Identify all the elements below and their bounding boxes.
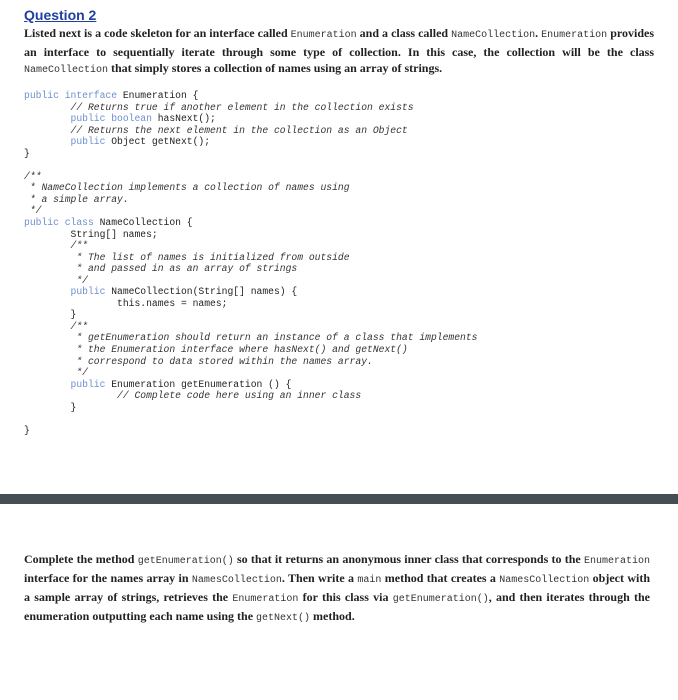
code-line xyxy=(24,136,654,148)
code-comment: */ xyxy=(70,367,88,379)
task-text: for this class via xyxy=(298,590,393,604)
code-line xyxy=(24,309,654,321)
code-line xyxy=(24,275,654,287)
task-paragraph xyxy=(24,551,650,627)
inline-code: getNext() xyxy=(256,613,311,624)
code-line xyxy=(24,263,654,275)
code-text: NameCollection { xyxy=(93,217,193,229)
inline-code: NamesCollection xyxy=(499,575,590,586)
code-text: } xyxy=(24,424,30,436)
code-line xyxy=(24,194,654,206)
code-line xyxy=(24,125,654,137)
task-text: . Then write a xyxy=(281,571,358,585)
code-comment: * the Enumeration interface where hasNext() and getNext() xyxy=(70,344,408,356)
code-line xyxy=(24,344,654,356)
code-text: Enumeration getEnumeration () { xyxy=(105,378,292,390)
code-line xyxy=(24,298,654,310)
intro-paragraph xyxy=(24,25,654,79)
code-line xyxy=(24,102,654,114)
code-comment: */ xyxy=(24,205,42,217)
question-title: Question 2 xyxy=(24,7,97,23)
code-line xyxy=(24,379,654,391)
code-comment: /** xyxy=(24,170,42,182)
inline-code: main xyxy=(357,575,382,586)
code-text: String[] names; xyxy=(70,228,158,240)
code-line xyxy=(24,390,654,402)
code-text: } xyxy=(24,147,30,159)
code-comment: * getEnumeration should return an instance of a class that implements xyxy=(70,332,478,344)
code-line xyxy=(24,171,654,183)
inline-code: getEnumeration() xyxy=(392,594,489,605)
code-line xyxy=(24,402,654,414)
task-text: method. xyxy=(310,609,355,623)
code-text: Object getNext(); xyxy=(105,136,211,148)
code-comment: * The list of names is initialized from outside xyxy=(70,251,350,263)
inline-code: NamesCollection xyxy=(191,575,282,586)
inline-code: Enumeration xyxy=(541,30,608,41)
code-line xyxy=(24,425,654,437)
task-text: so that it returns an anonymous inner class that corresponds to the xyxy=(233,552,584,566)
code-line xyxy=(24,148,654,160)
code-keyword: public xyxy=(70,286,106,298)
intro-text: that simply stores a collection of names using an array of strings. xyxy=(108,61,443,75)
code-line xyxy=(24,159,654,171)
intro-text: and a class called xyxy=(356,26,452,40)
code-text: } xyxy=(70,309,77,321)
code-line xyxy=(24,182,654,194)
code-line xyxy=(24,113,654,125)
code-keyword: public boolean xyxy=(70,113,152,125)
code-skeleton xyxy=(24,90,654,436)
code-keyword: public class xyxy=(24,217,94,229)
code-comment: // Complete code here using an inner class xyxy=(117,390,362,402)
code-line xyxy=(24,252,654,264)
code-line xyxy=(24,356,654,368)
code-comment: * correspond to data stored within the names array. xyxy=(70,355,373,367)
code-line xyxy=(24,413,654,425)
code-line xyxy=(24,286,654,298)
inline-code: NameCollection xyxy=(451,30,536,41)
code-keyword: public xyxy=(70,136,106,148)
code-comment: // Returns true if another element in the collection exists xyxy=(70,101,414,113)
section-divider xyxy=(0,494,678,504)
code-text: } xyxy=(70,401,77,413)
code-text: this.names = names; xyxy=(117,297,228,309)
code-keyword: public xyxy=(70,378,106,390)
intro-text: . xyxy=(535,26,542,40)
code-keyword: public interface xyxy=(24,90,118,101)
code-comment: * NameCollection implements a collection of names using xyxy=(24,182,350,194)
inline-code: Enumeration xyxy=(584,556,651,567)
code-line xyxy=(24,332,654,344)
code-line xyxy=(24,90,654,102)
code-comment: // Returns the next element in the collection as an Object xyxy=(70,124,408,136)
code-text: hasNext(); xyxy=(151,113,216,125)
code-comment: /** xyxy=(70,240,88,252)
inline-code: Enumeration xyxy=(290,30,357,41)
task-text: Complete the method xyxy=(24,552,138,566)
code-line xyxy=(24,321,654,333)
code-line xyxy=(24,205,654,217)
task-text: interface for the names array in xyxy=(24,571,192,585)
code-text: NameCollection(String[] names) { xyxy=(105,286,298,298)
task-text: method that creates a xyxy=(381,571,500,585)
inline-code: getEnumeration() xyxy=(137,556,234,567)
code-line xyxy=(24,217,654,229)
inline-code: NameCollection xyxy=(24,65,109,76)
code-comment: /** xyxy=(70,320,88,332)
code-text: Enumeration { xyxy=(117,90,199,101)
code-line xyxy=(24,240,654,252)
code-line xyxy=(24,367,654,379)
inline-code: Enumeration xyxy=(232,594,299,605)
code-comment: * and passed in as an array of strings xyxy=(70,263,298,275)
code-comment: * a simple array. xyxy=(24,193,129,205)
question-content xyxy=(24,7,654,436)
intro-text: Listed next is a code skeleton for an interface called xyxy=(24,26,291,40)
code-comment: */ xyxy=(70,274,88,286)
task-text: object with a sample array of strings, retrieves the xyxy=(24,571,650,604)
code-line xyxy=(24,229,654,241)
task-text: , and then iterates through the enumeration outputting each name using the xyxy=(24,590,650,623)
intro-text: provides an interface to sequentially iterate through some type of collection. In this case, the collection will be the class xyxy=(24,26,654,59)
